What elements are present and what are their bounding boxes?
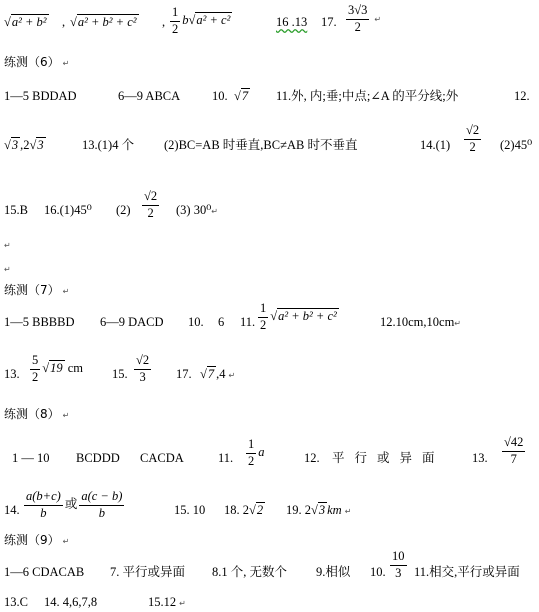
answer-line-8-2: 14. $\frac{a(b+c)}{b}$ 或 $\frac{a(c - b)}{b}$ 15. 10 18. 2√2 19. 2√3 km ↵: [4, 489, 352, 520]
section-header-9: 练测（9） ↵: [4, 533, 70, 547]
answer-line-top: √a² + b² , √a² + b² + c² , $\frac{1}{2}$ b√a² + c² 16 .13 17. $\frac{3√3}{2}$ ↵: [4, 3, 382, 36]
answer-line-7-1: 1—5 BBBBD 6—9 DACD 10. 6 11. $\frac{1}{2}$ √a² + b² + c² 12.10cm,10cm↵: [4, 301, 461, 332]
item-16: 16 .13: [276, 15, 308, 29]
expr-sqrt-abc: √a² + b² + c²: [70, 15, 137, 29]
empty-line-mark: ↵: [4, 241, 11, 250]
empty-line-mark: ↵: [4, 265, 11, 274]
answer-line-8-1: 1 — 10 BCDDD CACDA 11. $\frac{1}{2}$ a 12. 平行或异面 13. $\frac{√42}{7}$: [12, 435, 524, 468]
section-header-7: 练测（7） ↵: [4, 283, 70, 297]
answer-line-7-2: 13. $\frac{5}{2}$ √19 cm 15. $\frac{√2}{3}$ 17. √7 ,4 ↵: [4, 353, 236, 384]
answer-line-6-1: 1—5 BDDAD 6—9 ABCA 10. √7 11.外, 内;垂;中点;∠A 的平分线;外 12.: [4, 89, 530, 103]
answer-line-9-1: 1—6 CDACAB 7. 平行或异面 8.1 个, 无数个 9.相似 10. $\frac{10}{3}$ 11.相交,平行或异面: [4, 549, 520, 580]
item-17-value: $\frac{3√3}{2}$ ↵: [348, 3, 382, 34]
expr-sqrt-ab: √a² + b²: [4, 15, 47, 29]
answer-line-6-2: √3 ,2√3 13.(1)4 个 (2)BC=AB 时垂直,BC≠AB 时不垂直 14.(1) $\frac{√2}{2}$ (2)45⁰: [4, 123, 533, 154]
section-header-8: 练测（8） ↵: [4, 407, 70, 421]
expr-half-b-sqrt: $\frac{1}{2}$ b√a² + c²: [172, 5, 231, 36]
section-header-6: 练测（6） ↵: [4, 55, 70, 69]
item-17-label: 17.: [321, 15, 337, 29]
answer-line-6-3: 15.B 16.(1)45⁰ (2) $\frac{√2}{2}$ (3) 30⁰↵: [4, 189, 218, 220]
